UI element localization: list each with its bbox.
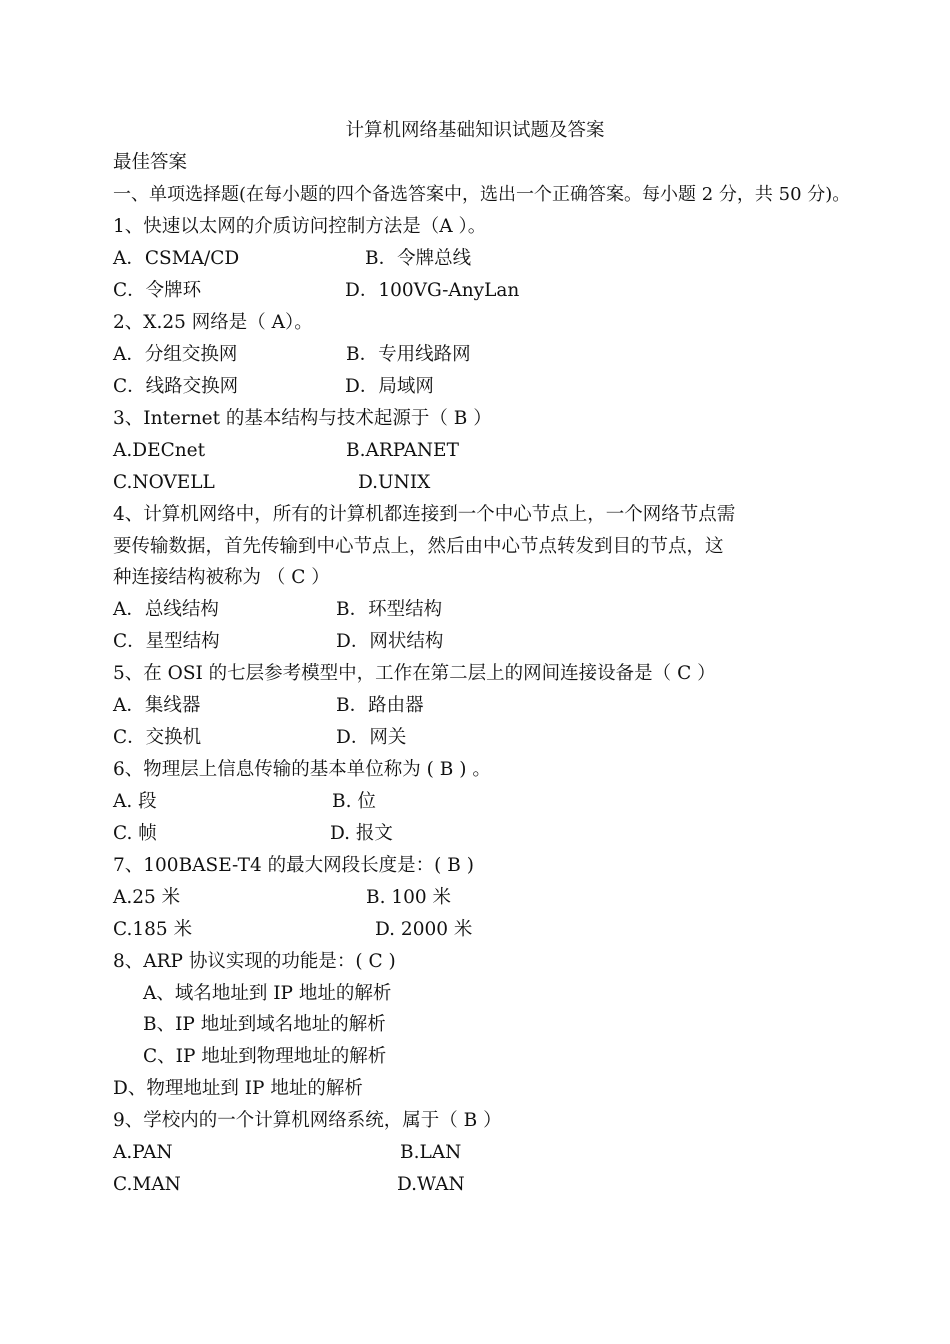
- question-6-stem: 6、物理层上信息传输的基本单位称为 ( B ) 。: [113, 759, 491, 780]
- q2-option-c: C．线路交换网: [113, 376, 239, 397]
- q4-option-b: B．环型结构: [336, 599, 443, 620]
- question-4-stem-line-2: 要传输数据，首先传输到中心节点上，然后由中心节点转发到目的节点，这: [113, 536, 724, 557]
- q3-option-a: A.DECnet: [113, 440, 206, 461]
- question-4-stem-line-3: 种连接结构被称为 （ C ）: [113, 567, 330, 588]
- q4-option-d: D．网状结构: [336, 631, 444, 652]
- q7-option-b: B. 100 米: [366, 887, 452, 908]
- q1-option-c: C．令牌环: [113, 280, 202, 301]
- q9-option-b: B.LAN: [400, 1142, 462, 1163]
- q1-option-a: A．CSMA/CD: [113, 248, 240, 269]
- q5-option-a: A．集线器: [113, 695, 201, 716]
- q6-option-c: C. 帧: [113, 823, 157, 844]
- q5-option-c: C．交换机: [113, 727, 202, 748]
- q5-option-b: B．路由器: [336, 695, 424, 716]
- q3-option-b: B.ARPANET: [346, 440, 459, 461]
- question-2-stem: 2、X.25 网络是（ A）。: [113, 312, 313, 333]
- q8-option-d: D、物理地址到 IP 地址的解析: [113, 1078, 363, 1099]
- subtitle: 最佳答案: [113, 152, 188, 173]
- q3-option-d: D.UNIX: [358, 472, 431, 493]
- q1-option-d: D．100VG-AnyLan: [345, 280, 520, 301]
- section-heading: 一、单项选择题(在每小题的四个备选答案中，选出一个正确答案。每小题 2 分，共 50 分)。: [113, 184, 851, 205]
- q2-option-b: B．专用线路网: [346, 344, 471, 365]
- question-7-stem: 7、100BASE-T4 的最大网段长度是：( B ): [113, 855, 474, 876]
- document-title: 计算机网络基础知识试题及答案: [345, 120, 605, 141]
- question-1-stem: 1、快速以太网的介质访问控制方法是（A ）。: [113, 216, 487, 237]
- q7-option-c: C.185 米: [113, 919, 193, 940]
- q5-option-d: D．网关: [336, 727, 407, 748]
- q3-option-c: C.NOVELL: [113, 472, 215, 493]
- q2-option-a: A．分组交换网: [113, 344, 238, 365]
- question-8-stem: 8、ARP 协议实现的功能是：( C ): [113, 951, 396, 972]
- q7-option-a: A.25 米: [113, 887, 181, 908]
- q8-option-b: B、IP 地址到域名地址的解析: [143, 1014, 386, 1035]
- q9-option-c: C.MAN: [113, 1174, 181, 1195]
- q8-option-a: A、域名地址到 IP 地址的解析: [143, 983, 392, 1004]
- question-5-stem: 5、在 OSI 的七层参考模型中，工作在第二层上的网间连接设备是（ C ）: [113, 663, 716, 684]
- question-4-stem-line-1: 4、计算机网络中，所有的计算机都连接到一个中心节点上，一个网络节点需: [113, 504, 736, 525]
- q7-option-d: D. 2000 米: [375, 919, 473, 940]
- q1-option-b: B．令牌总线: [365, 248, 472, 269]
- q9-option-a: A.PAN: [113, 1142, 173, 1163]
- question-3-stem: 3、Internet 的基本结构与技术起源于（ B ）: [113, 408, 492, 429]
- q4-option-c: C．星型结构: [113, 631, 220, 652]
- q9-option-d: D.WAN: [397, 1174, 465, 1195]
- q2-option-d: D．局域网: [345, 376, 434, 397]
- q6-option-d: D. 报文: [330, 823, 393, 844]
- question-9-stem: 9、学校内的一个计算机网络系统，属于（ B ）: [113, 1110, 502, 1131]
- q8-option-c: C、IP 地址到物理地址的解析: [143, 1046, 387, 1067]
- q4-option-a: A．总线结构: [113, 599, 219, 620]
- q6-option-a: A. 段: [113, 791, 157, 812]
- q6-option-b: B. 位: [332, 791, 376, 812]
